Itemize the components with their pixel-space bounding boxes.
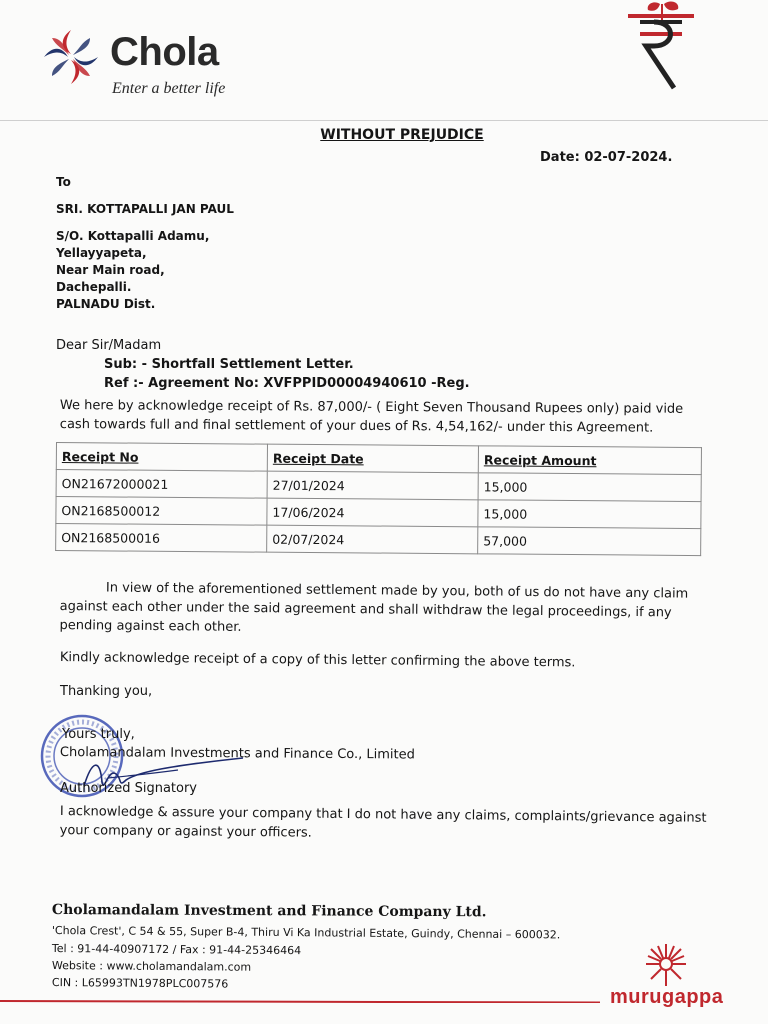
footer-company-name: Cholamandalam Investment and Finance Company Ltd. — [51, 902, 487, 921]
footer-tel-fax: Tel : 91-44-40907172 / Fax : 91-44-25346464 — [51, 941, 302, 958]
header-divider — [0, 120, 768, 121]
address-line: Dachepalli. — [56, 280, 132, 294]
chola-logo-icon — [38, 24, 104, 90]
brand-name: Chola — [110, 30, 219, 74]
receipt-date-cell: 27/01/2024 — [267, 471, 478, 500]
settlement-paragraph: In view of the aforementioned settlement made by you, both of us do not have any claim against each other under the said agreement and shall withdraw the legal proceedings, if any pending against each other. — [59, 580, 689, 635]
reference-line: Ref :- Agreement No: XVFPPID00004940610 -Reg. — [104, 376, 470, 391]
authorized-signatory: Authorized Signatory — [60, 781, 197, 796]
column-header-receipt-date: Receipt Date — [267, 444, 478, 473]
company-signoff: Cholamandalam Investments and Finance Co., Limited — [59, 745, 415, 763]
address-line: Near Main road, — [56, 263, 165, 277]
column-header-receipt-amount: Receipt Amount — [478, 446, 701, 475]
letter-title: WITHOUT PREJUDICE — [320, 127, 484, 143]
footer-divider — [0, 1000, 768, 1003]
receipt-amount-cell: 57,000 — [478, 527, 701, 556]
address-line: S/O. Kottapalli Adamu, — [56, 229, 210, 243]
address-line: PALNADU Dist. — [56, 297, 156, 311]
receipt-amount-cell: 15,000 — [478, 500, 701, 529]
letter-date: Date: 02-07-2024. — [540, 150, 673, 165]
rupee-plant-icon — [624, 0, 700, 90]
yours-truly: Yours truly, — [62, 727, 135, 742]
receipt-date-cell: 02/07/2024 — [267, 525, 478, 554]
address-line: Yellayyapeta, — [56, 246, 147, 260]
footer-cin: CIN : L65993TN1978PLC007576 — [51, 975, 229, 991]
footer-website: Website : www.cholamandalam.com — [51, 958, 252, 974]
addressee-name: SRI. KOTTAPALLI JAN PAUL — [56, 202, 234, 216]
kindly-acknowledge-paragraph: Kindly acknowledge receipt of a copy of this letter confirming the above terms. — [59, 649, 576, 671]
murugappa-logo-icon — [640, 940, 692, 992]
table-row — [56, 524, 701, 556]
thanking-line: Thanking you, — [60, 684, 153, 699]
acknowledgement-paragraph: We here by acknowledge receipt of Rs. 87,000/- ( Eight Seven Thousand Rupees only) paid vide cash towards full and final settlement of your dues of Rs. 4,54,162/- under this Agreement. — [59, 397, 684, 436]
subject-line: Sub: - Shortfall Settlement Letter. — [104, 357, 354, 372]
receipt-no-cell: ON21672000021 — [56, 470, 267, 499]
footer-address: 'Chola Crest', C 54 & 55, Super B-4, Thiru Vi Ka Industrial Estate, Guindy, Chennai – 600032. — [51, 923, 561, 942]
receipt-no-cell: ON2168500012 — [56, 497, 267, 526]
to-label: To — [56, 175, 71, 189]
brand-tagline: Enter a better life — [112, 80, 226, 97]
receipt-no-cell: ON2168500016 — [56, 524, 267, 553]
receipt-amount-cell: 15,000 — [478, 473, 701, 502]
column-header-receipt-no: Receipt No — [56, 443, 267, 472]
address-block — [56, 228, 209, 313]
murugappa-wordmark: murugappa — [610, 986, 724, 1008]
salutation: Dear Sir/Madam — [56, 338, 162, 353]
receipt-date-cell: 17/06/2024 — [267, 498, 478, 527]
receipt-table — [55, 442, 702, 556]
assurance-paragraph: I acknowledge & assure your company that I do not have any claims, complaints/grievance against your company or against your officers. — [59, 803, 707, 841]
